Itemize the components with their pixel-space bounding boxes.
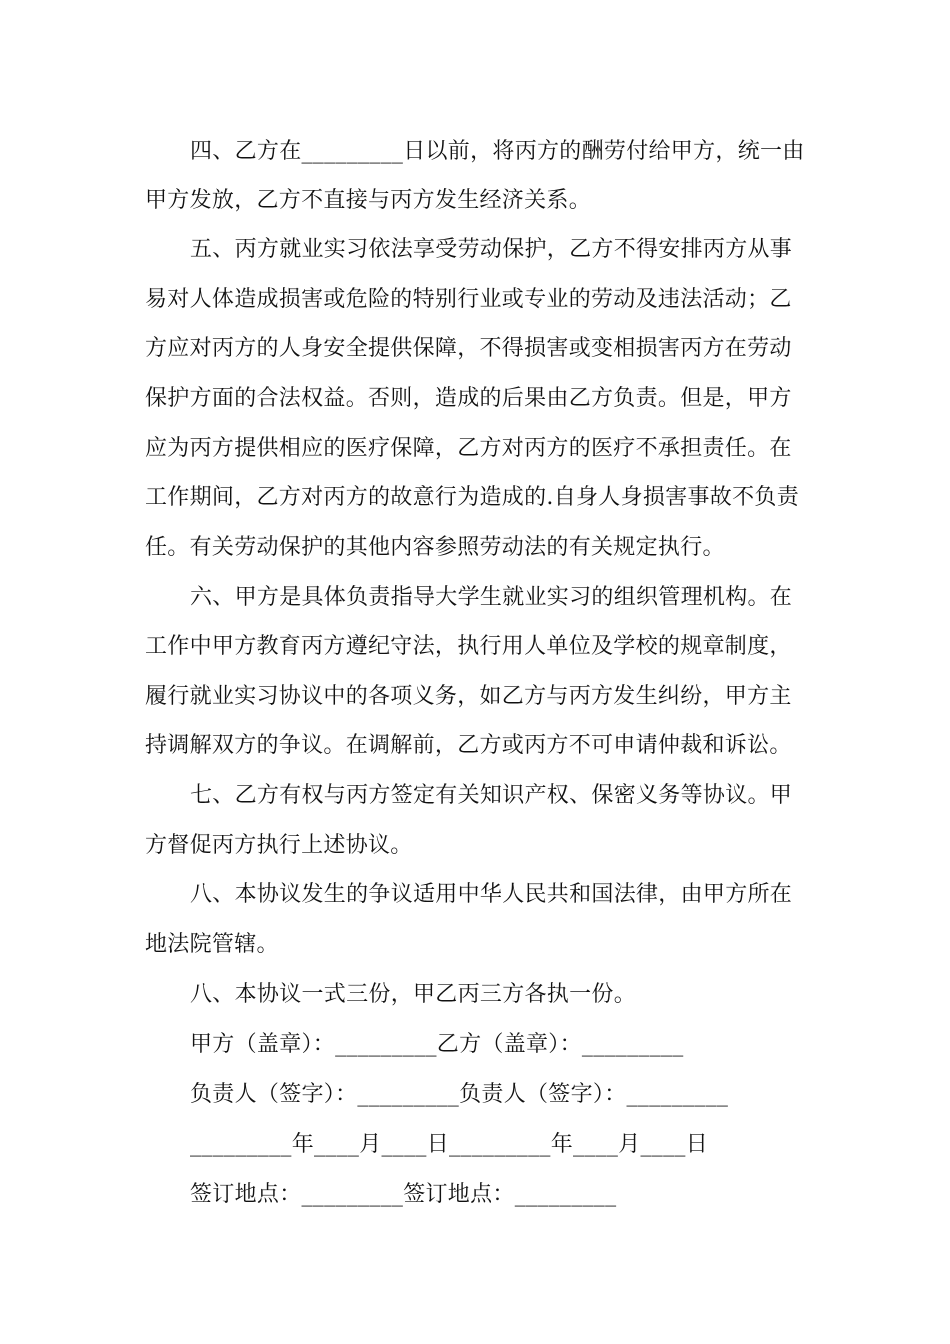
paragraph-5-line-6: 工作期间，乙方对丙方的故意行为造成的.自身人身损害事故不负责 [145, 485, 799, 510]
paragraph-6-line-3: 履行就业实习协议中的各项义务，如乙方与丙方发生纠纷，甲方主 [145, 684, 792, 709]
paragraph-copies: 八、本协议一式三份，甲乙丙三方各执一份。 [190, 982, 637, 1007]
signature-person-line: 负责人（签字）：_________负责人（签字）：_________ [190, 1082, 729, 1107]
paragraph-4-line-1: 四、乙方在_________日以前，将丙方的酬劳付给甲方，统一由 [190, 139, 805, 164]
paragraph-5-line-2: 易对人体造成损害或危险的特别行业或专业的劳动及违法活动；乙 [145, 287, 792, 312]
paragraph-7-line-1: 七、乙方有权与丙方签定有关知识产权、保密义务等协议。甲 [190, 783, 793, 808]
paragraph-7-line-2: 方督促丙方执行上述协议。 [145, 833, 413, 858]
paragraph-6-line-4: 持调解双方的争议。在调解前，乙方或丙方不可申请仲裁和诉讼。 [145, 733, 792, 758]
paragraph-5-line-1: 五、丙方就业实习依法享受劳动保护，乙方不得安排丙方从事 [190, 237, 793, 262]
paragraph-5-line-4: 保护方面的合法权益。否则，造成的后果由乙方负责。但是，甲方 [145, 386, 792, 411]
paragraph-5-line-3: 方应对丙方的人身安全提供保障，不得损害或变相损害丙方在劳动 [145, 336, 792, 361]
signature-seal-line: 甲方（盖章）：_________乙方（盖章）：_________ [190, 1032, 684, 1057]
paragraph-8-line-1: 八、本协议发生的争议适用中华人民共和国法律，由甲方所在 [190, 882, 793, 907]
paragraph-8-line-2: 地法院管辖。 [145, 932, 279, 957]
paragraph-6-line-2: 工作中甲方教育丙方遵纪守法，执行用人单位及学校的规章制度， [145, 634, 792, 659]
signature-date-line: _________年____月____日_________年____月____日 [190, 1132, 708, 1157]
signature-place-line: 签订地点：_________签订地点：_________ [190, 1182, 617, 1207]
paragraph-4-line-2: 甲方发放，乙方不直接与丙方发生经济关系。 [145, 188, 592, 213]
paragraph-5-line-7: 任。有关劳动保护的其他内容参照劳动法的有关规定执行。 [145, 535, 725, 560]
paragraph-6-line-1: 六、甲方是具体负责指导大学生就业实习的组织管理机构。在 [190, 585, 793, 610]
paragraph-5-line-5: 应为丙方提供相应的医疗保障，乙方对丙方的医疗不承担责任。在 [145, 436, 792, 461]
